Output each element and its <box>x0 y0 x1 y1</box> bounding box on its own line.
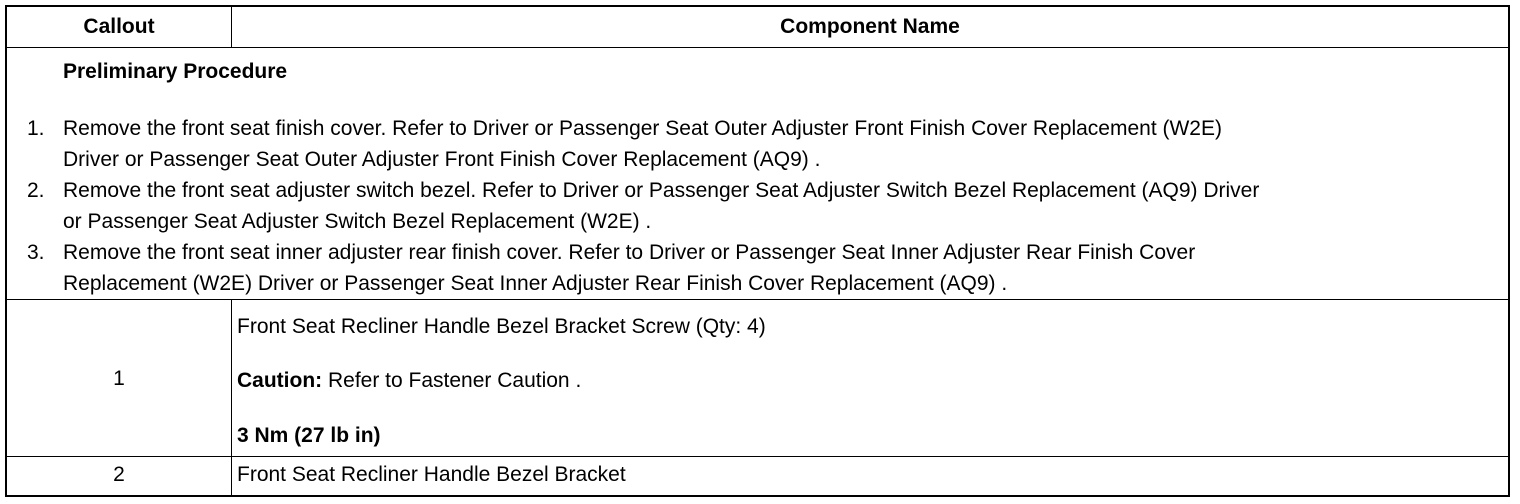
header-divider <box>231 7 232 47</box>
procedure-step <box>7 113 1502 175</box>
preliminary-procedure-title: Preliminary Procedure <box>63 60 288 83</box>
header-callout: Callout <box>83 15 155 38</box>
step-line: Remove the front seat adjuster switch bezel. Refer to Driver or Passenger Seat Adjuster Switch Bezel Replacement (AQ9) Driver <box>63 179 1260 202</box>
step-line: Replacement (W2E) Driver or Passenger Seat Inner Adjuster Rear Finish Cover Replacement (AQ9) . <box>63 272 1008 295</box>
torque-spec: 3 Nm (27 lb in) <box>237 424 381 447</box>
step-line: Remove the front seat finish cover. Refer to Driver or Passenger Seat Outer Adjuster Front Finish Cover Replacement (W2E) <box>63 117 1222 140</box>
procedure-rule <box>7 299 1508 300</box>
procedure-step <box>7 237 1502 299</box>
step-line: Remove the front seat inner adjuster rear finish cover. Refer to Driver or Passenger Seat Inner Adjuster Rear Finish Cover <box>63 241 1196 264</box>
procedure-step <box>7 175 1502 237</box>
step-number: 1. <box>27 117 45 140</box>
step-line: Driver or Passenger Seat Outer Adjuster Front Finish Cover Replacement (AQ9) . <box>63 148 821 171</box>
caution-note <box>237 369 581 393</box>
step-number: 2. <box>27 179 45 202</box>
step-number: 3. <box>27 241 45 264</box>
component-table <box>5 5 1510 497</box>
callout-number: 2 <box>113 463 125 486</box>
row-rule <box>7 456 1508 457</box>
step-text <box>63 113 1503 175</box>
step-text <box>63 175 1503 237</box>
caution-text: Refer to Fastener Caution . <box>322 369 582 392</box>
header-component-name: Component Name <box>780 15 960 38</box>
callout-number: 1 <box>113 367 125 390</box>
step-line: or Passenger Seat Adjuster Switch Bezel Replacement (W2E) . <box>63 210 652 233</box>
header-rule <box>7 47 1508 48</box>
component-name: Front Seat Recliner Handle Bezel Bracket Screw (Qty: 4) <box>237 315 766 338</box>
caution-label: Caution: <box>237 369 323 392</box>
column-divider <box>231 299 232 495</box>
step-text <box>63 237 1503 299</box>
component-name: Front Seat Recliner Handle Bezel Bracket <box>237 463 626 486</box>
